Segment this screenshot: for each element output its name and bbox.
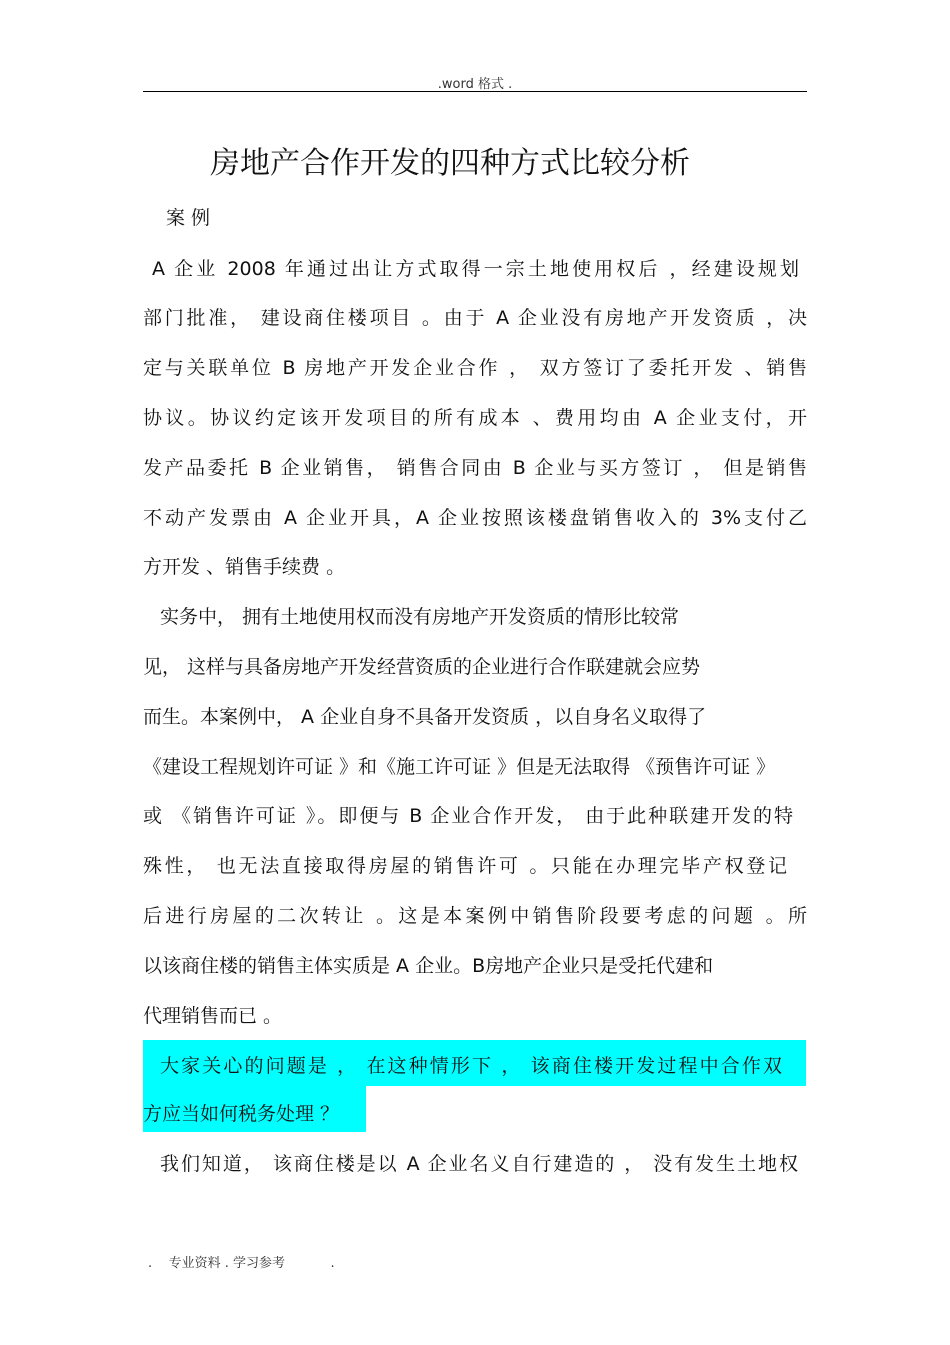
paragraph-line: 代理销售而已 。 bbox=[143, 1005, 283, 1027]
page-header: .word 格式 . bbox=[437, 77, 513, 92]
section-heading: 案 例 bbox=[166, 207, 211, 229]
paragraph-line: 或 《销售许可证 》。即便与 B 企业合作开发， 由于此种联建开发的特 bbox=[143, 805, 793, 827]
paragraph-line: 《建设工程规划许可证 》和《施工许可证 》但是无法取得 《预售许可证 》 bbox=[143, 756, 776, 778]
paragraph-line: 发产品委托 B 企业销售， 销售合同由 B 企业与买方签订 ， 但是销售 bbox=[143, 457, 807, 479]
paragraph-line: 实务中， 拥有土地使用权而没有房地产开发资质的情形比较常 bbox=[160, 606, 680, 628]
paragraph-line: 协议。协议约定该开发项目的所有成本 、费用均由 A 企业支付，开 bbox=[143, 407, 807, 429]
paragraph-line: 后进行房屋的二次转让 。这是本案例中销售阶段要考虑的问题 。所 bbox=[143, 905, 807, 927]
highlighted-line: 方应当如何税务处理 ？ bbox=[143, 1103, 340, 1125]
page-footer: . 专业资料 . 学习参考 . bbox=[148, 1256, 335, 1271]
highlighted-line: 大家关心的问题是 ， 在这种情形下 ， 该商住楼开发过程中合作双 bbox=[160, 1055, 782, 1077]
paragraph-line: 不动产发票由 A 企业开具，A 企业按照该楼盘销售收入的 3%支付乙 bbox=[143, 507, 807, 529]
paragraph-line: 殊性， 也无法直接取得房屋的销售许可 。只能在办理完毕产权登记 bbox=[143, 855, 787, 877]
paragraph-line: 定与关联单位 B 房地产开发企业合作 ， 双方签订了委托开发 、销售 bbox=[143, 357, 807, 379]
paragraph-line: 部门批准， 建设商住楼项目 。由于 A 企业没有房地产开发资质 ，决 bbox=[143, 307, 807, 329]
paragraph-line: 方开发 、销售手续费 。 bbox=[143, 556, 346, 578]
header-divider bbox=[143, 91, 807, 92]
paragraph-line: 以该商住楼的销售主体实质是 A 企业。B房地产企业只是受托代建和 bbox=[143, 955, 714, 977]
paragraph-line: 而生。本案例中， A 企业自身不具备开发资质 ，以自身名义取得了 bbox=[143, 706, 707, 728]
document-title: 房地产合作开发的四种方式比较分析 bbox=[210, 146, 690, 181]
paragraph-line: 我们知道， 该商住楼是以 A 企业名义自行建造的 ， 没有发生土地权 bbox=[160, 1153, 798, 1175]
paragraph-line: 见， 这样与具备房地产开发经营资质的企业进行合作联建就会应势 bbox=[143, 656, 701, 678]
paragraph-line: A 企业 2008 年通过出让方式取得一宗土地使用权后 ，经建设规划 bbox=[152, 258, 799, 280]
